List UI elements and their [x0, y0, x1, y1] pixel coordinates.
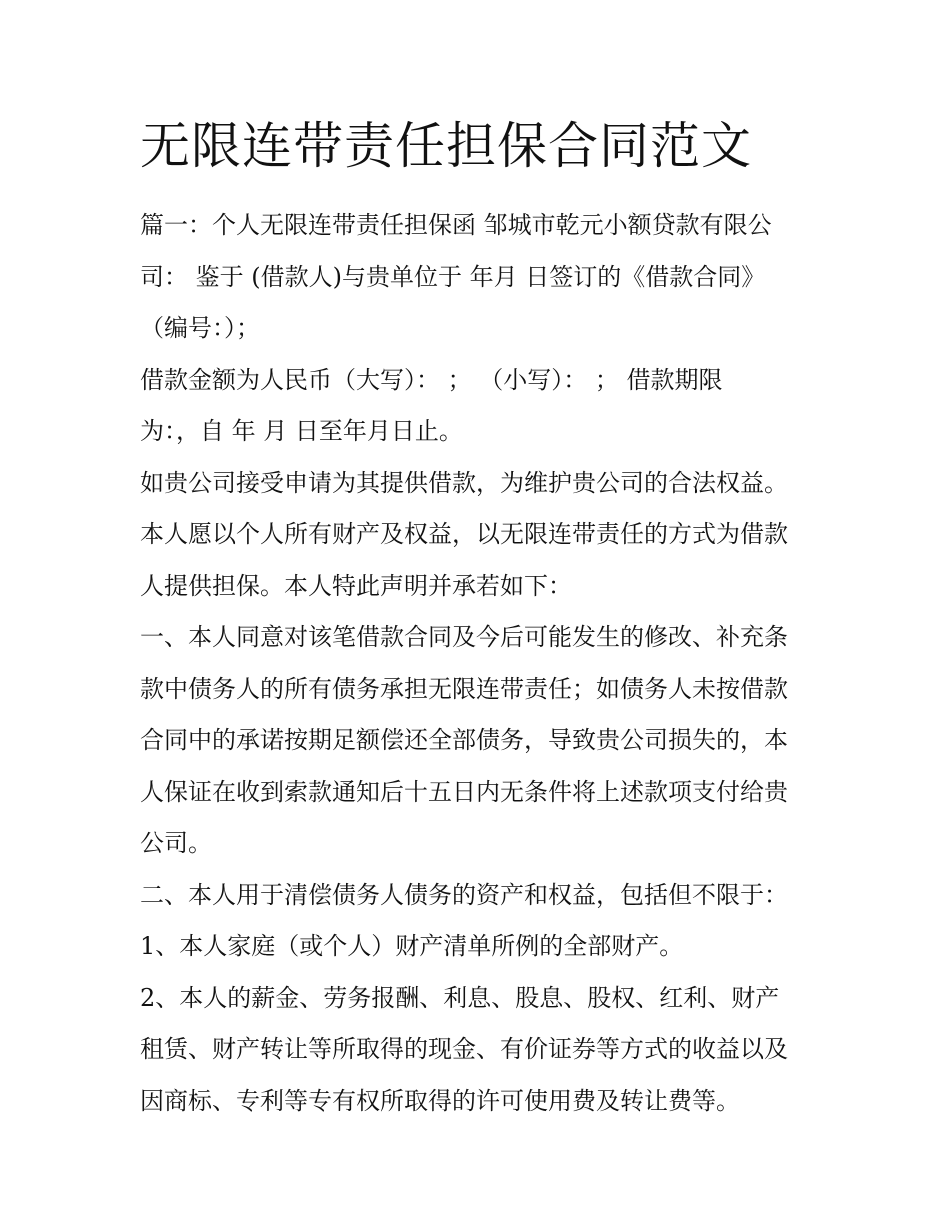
body-line: 2、本人的薪金、劳务报酬、利息、股息、股权、红利、财产 [140, 983, 780, 1012]
body-line: 1、本人家庭（或个人）财产清单所例的全部财产。 [140, 932, 684, 960]
body-line: 如贵公司接受申请为其提供借款，为维护贵公司的合法权益。 [140, 468, 788, 497]
body-line: 合同中的承诺按期足额偿还全部债务，导致贵公司损失的，本 [140, 726, 788, 754]
document-page [140, 112, 820, 1127]
body-line: 篇一：个人无限连带责任担保函 邹城市乾元小额贷款有限公 [140, 211, 772, 239]
body-line: 借款金额为人民币（大写）： ； （小写）： ； 借款期限 [140, 365, 723, 394]
body-line: 公司。 [140, 829, 212, 857]
body-line: 本人愿以个人所有财产及权益，以无限连带责任的方式为借款 [140, 520, 788, 548]
body-line: 租赁、财产转让等所取得的现金、有价证券等方式的收益以及 [140, 1035, 788, 1063]
body-line: 因商标、专利等专有权所取得的许可使用费及转让费等。 [140, 1086, 740, 1115]
body-line: 人提供担保。本人特此声明并承若如下： [140, 571, 572, 600]
body-line: 一、本人同意对该笔借款合同及今后可能发生的修改、补充条 [140, 623, 788, 651]
body-line: 人保证在收到索款通知后十五日内无条件将上述款项支付给贵 [140, 777, 788, 806]
body-line: 司： 鉴于 (借款人)与贵单位于 年月 日签订的《借款合同》 [140, 262, 766, 291]
body-line: 款中债务人的所有债务承担无限连带责任；如债务人未按借款 [140, 674, 788, 703]
body-line: （编号：）； [140, 314, 260, 342]
document-title: 无限连带责任担保合同范文 [140, 117, 752, 175]
body-line: 二、本人用于清偿债务人债务的资产和权益，包括但不限于： [140, 880, 788, 909]
document-body [140, 200, 820, 1127]
body-line: 为：，自 年 月 日至年月日止。 [140, 417, 463, 445]
